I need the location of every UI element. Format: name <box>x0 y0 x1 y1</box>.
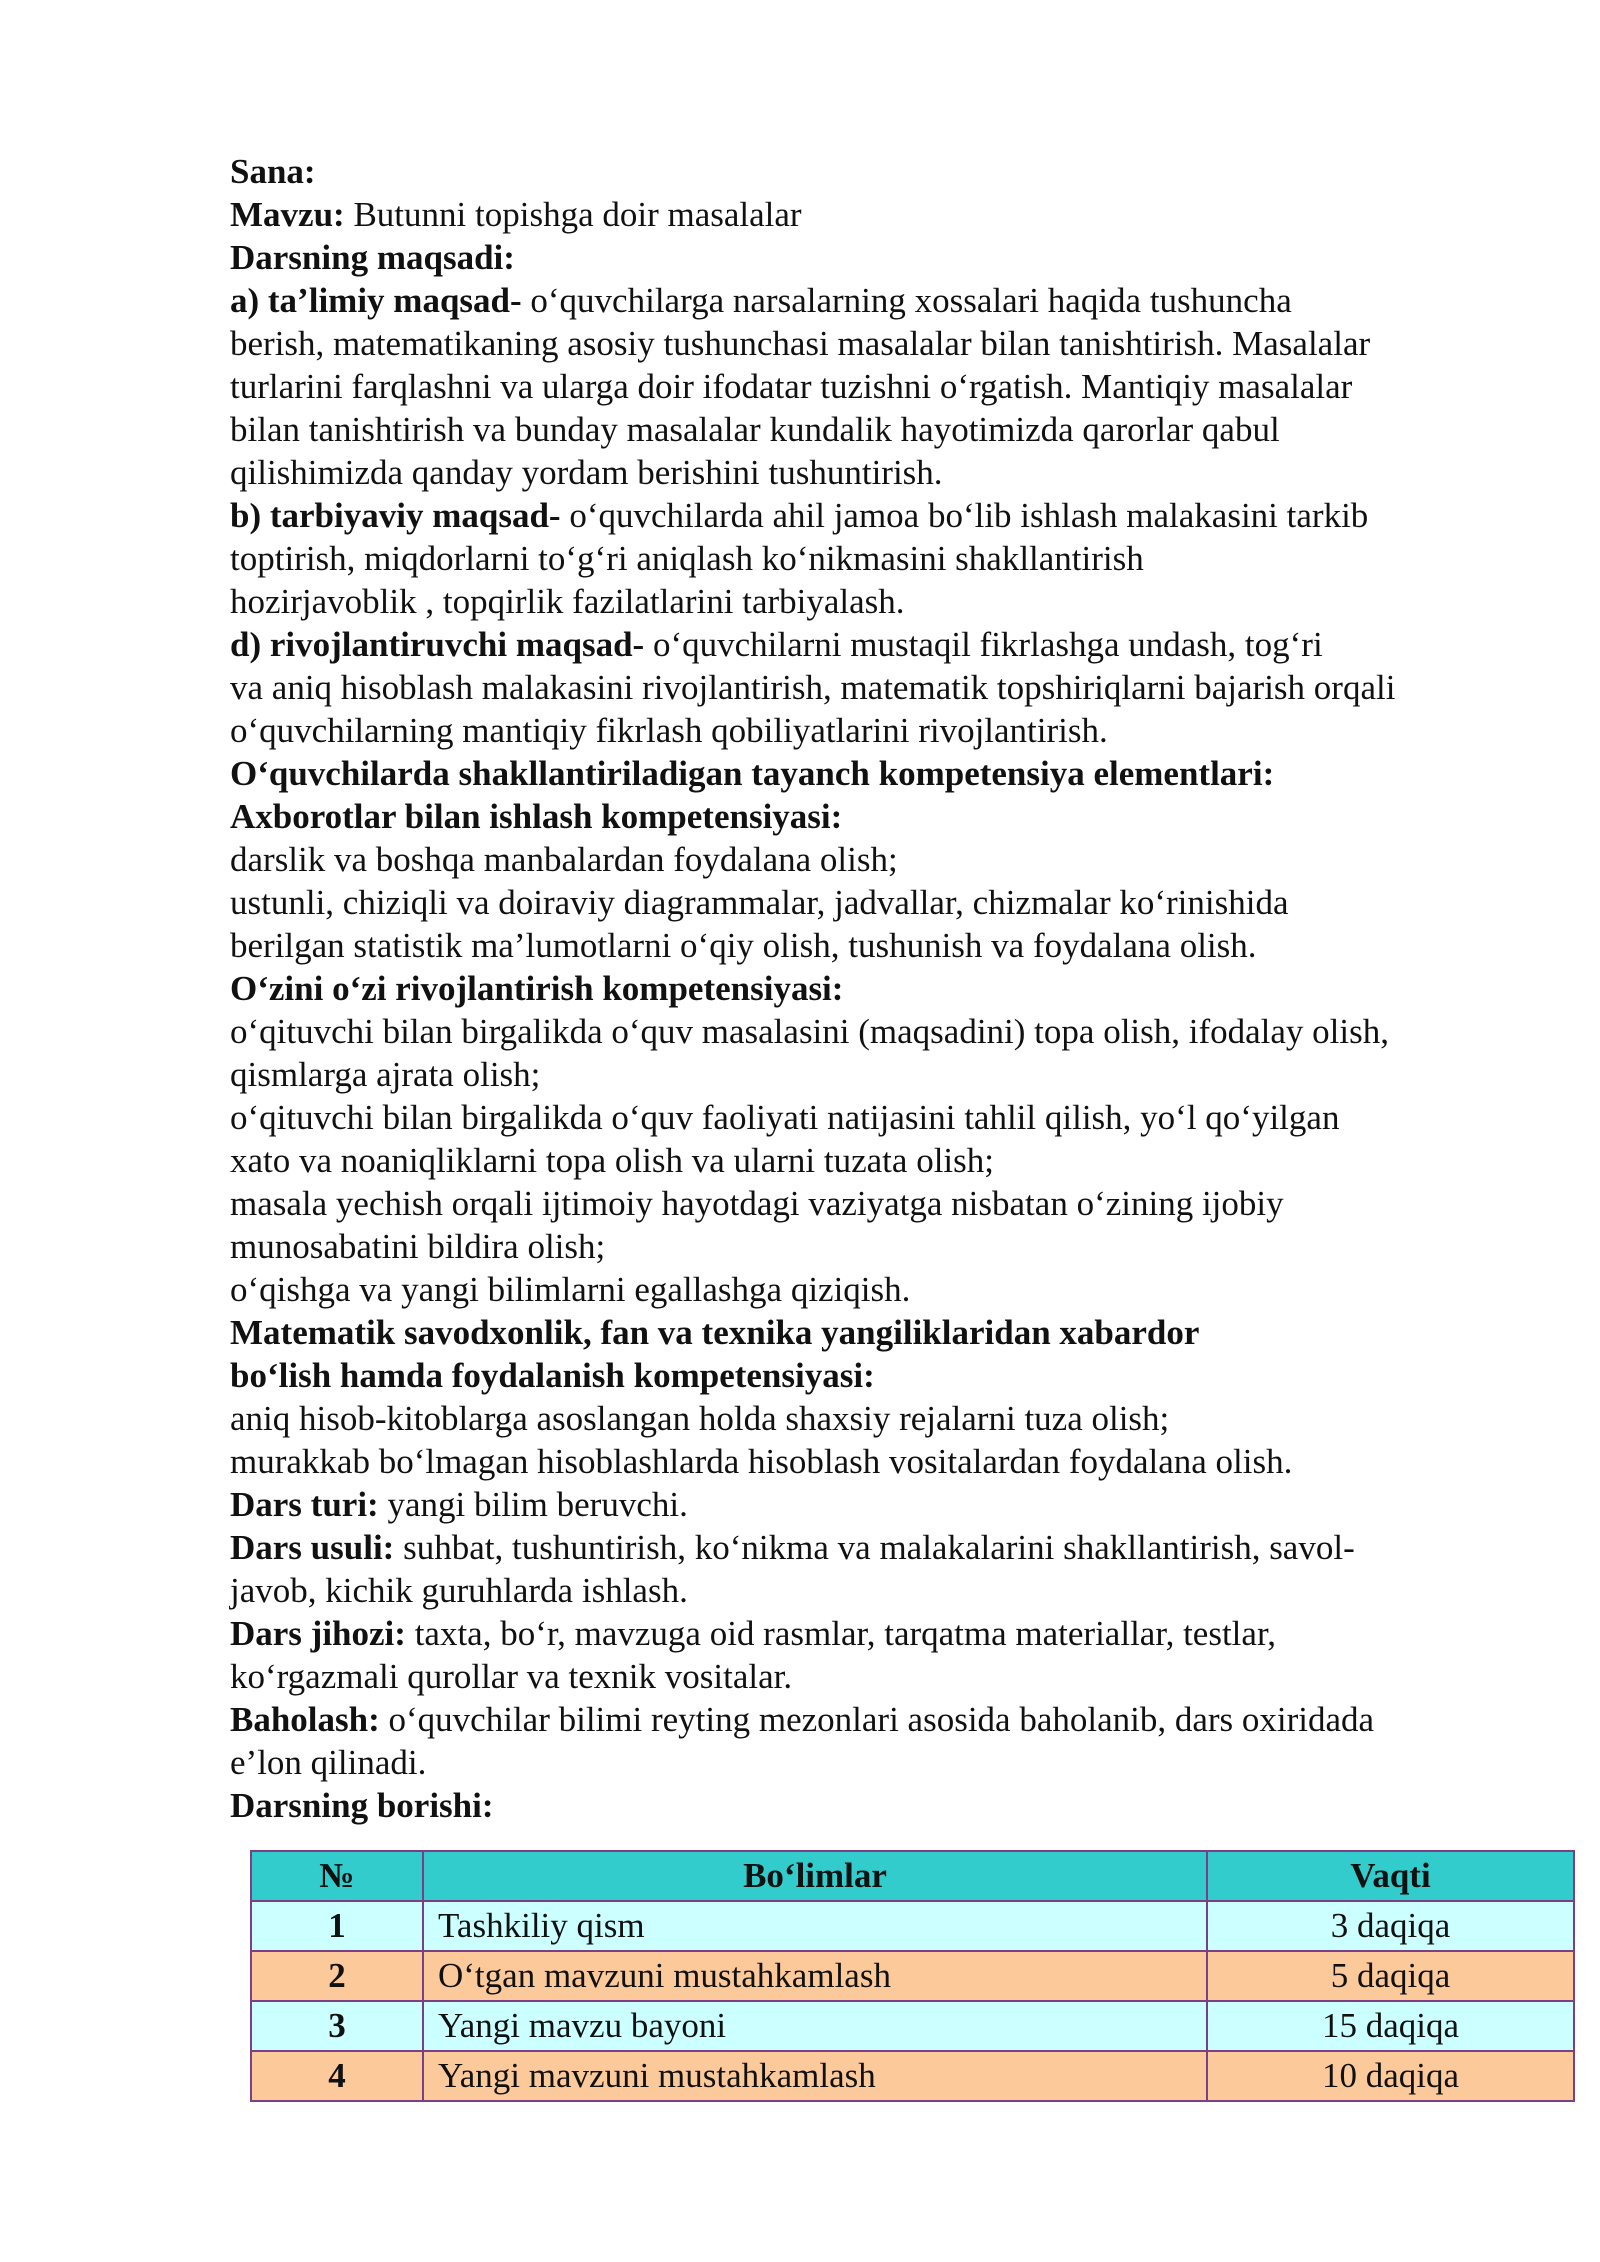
doc-line: turlarini farqlashni va ularga doir ifodatar tuzishni o‘rgatish. Mantiqiy masalalar <box>230 367 1353 406</box>
table-row <box>251 1901 1574 1951</box>
table-row <box>251 1951 1574 2001</box>
table-row <box>251 2001 1574 2051</box>
doc-line: va aniq hisoblash malakasini rivojlantirish, matematik topshiriqlarni bajarish orqali <box>230 668 1396 707</box>
doc-line: a) ta’limiy maqsad- o‘quvchilarga narsalarning xossalari haqida tushuncha <box>230 281 1292 320</box>
row-section: O‘tgan mavzuni mustahkamlash <box>423 1951 1207 2001</box>
doc-line: d) rivojlantiruvchi maqsad- o‘quvchilarni mustaqil fikrlashga undash, tog‘ri <box>230 625 1323 664</box>
lesson-plan-table <box>250 1850 1575 2102</box>
column-header-sections: Bo‘limlar <box>423 1851 1207 1901</box>
row-time: 15 daqiqa <box>1207 2001 1574 2051</box>
doc-line: o‘quvchilarning mantiqiy fikrlash qobiliyatlarini rivojlantirish. <box>230 711 1108 750</box>
doc-line: bilan tanishtirish va bunday masalalar kundalik hayotimizda qarorlar qabul <box>230 410 1280 449</box>
row-section: Yangi mavzuni mustahkamlash <box>423 2051 1207 2101</box>
doc-line: Axborotlar bilan ishlash kompetensiyasi: <box>230 797 843 836</box>
doc-line: o‘qituvchi bilan birgalikda o‘quv faoliyati natijasini tahlil qilish, yo‘l qo‘yilgan <box>230 1098 1340 1137</box>
doc-line: berish, matematikaning asosiy tushunchasi masalalar bilan tanishtirish. Masalalar <box>230 324 1371 363</box>
doc-line: masala yechish orqali ijtimoiy hayotdagi vaziyatga nisbatan o‘zining ijobiy <box>230 1184 1284 1223</box>
row-time: 5 daqiqa <box>1207 1951 1574 2001</box>
doc-line: Mavzu: Butunni topishga doir masalalar <box>230 195 802 234</box>
doc-line: munosabatini bildira olish; <box>230 1227 606 1266</box>
row-number: 1 <box>251 1901 423 1951</box>
doc-line: hozirjavoblik , topqirlik fazilatlarini tarbiyalash. <box>230 582 905 621</box>
table-row <box>251 2051 1574 2101</box>
row-number: 2 <box>251 1951 423 2001</box>
doc-line: darslik va boshqa manbalardan foydalana olish; <box>230 840 898 879</box>
doc-line: Dars turi: yangi bilim beruvchi. <box>230 1485 688 1524</box>
column-header-number: № <box>251 1851 423 1901</box>
doc-line: Sana: <box>230 152 316 191</box>
doc-line: xato va noaniqliklarni topa olish va ularni tuzata olish; <box>230 1141 994 1180</box>
doc-line: Baholash: o‘quvchilar bilimi reyting mezonlari asosida baholanib, dars oxiridada <box>230 1700 1375 1739</box>
row-section: Yangi mavzu bayoni <box>423 2001 1207 2051</box>
doc-line: bo‘lish hamda foydalanish kompetensiyasi: <box>230 1356 875 1395</box>
doc-line: O‘quvchilarda shakllantiriladigan tayanch kompetensiya elementlari: <box>230 754 1275 793</box>
doc-line: toptirish, miqdorlarni to‘g‘ri aniqlash ko‘nikmasini shakllantirish <box>230 539 1144 578</box>
doc-line: Darsning maqsadi: <box>230 238 515 277</box>
doc-line: murakkab bo‘lmagan hisoblashlarda hisoblash vositalardan foydalana olish. <box>230 1442 1293 1481</box>
doc-line: Darsning borishi: <box>230 1786 494 1825</box>
row-section: Tashkiliy qism <box>423 1901 1207 1951</box>
row-time: 3 daqiqa <box>1207 1901 1574 1951</box>
doc-line: berilgan statistik ma’lumotlarni o‘qiy olish, tushunish va foydalana olish. <box>230 926 1257 965</box>
row-number: 3 <box>251 2001 423 2051</box>
doc-line: qismlarga ajrata olish; <box>230 1055 541 1094</box>
doc-line: e’lon qilinadi. <box>230 1743 427 1782</box>
doc-line: b) tarbiyaviy maqsad- o‘quvchilarda ahil jamoa bo‘lib ishlash malakasini tarkib <box>230 496 1369 535</box>
table-header-row <box>251 1851 1574 1901</box>
doc-line: qilishimizda qanday yordam berishini tushuntirish. <box>230 453 943 492</box>
row-time: 10 daqiqa <box>1207 2051 1574 2101</box>
doc-line: javob, kichik guruhlarda ishlash. <box>230 1571 688 1610</box>
doc-line: ustunli, chiziqli va doiraviy diagrammalar, jadvallar, chizmalar ko‘rinishida <box>230 883 1289 922</box>
doc-line: Matematik savodxonlik, fan va texnika yangiliklaridan xabardor <box>230 1313 1200 1352</box>
doc-line: O‘zini o‘zi rivojlantirish kompetensiyasi: <box>230 969 844 1008</box>
doc-line: o‘qituvchi bilan birgalikda o‘quv masalasini (maqsadini) topa olish, ifodalay olish, <box>230 1012 1389 1051</box>
doc-line: Dars usuli: suhbat, tushuntirish, ko‘nikma va malakalarini shakllantirish, savol- <box>230 1528 1355 1567</box>
doc-line: o‘qishga va yangi bilimlarni egallashga qiziqish. <box>230 1270 911 1309</box>
column-header-time: Vaqti <box>1207 1851 1574 1901</box>
doc-line: Dars jihozi: taxta, bo‘r, mavzuga oid rasmlar, tarqatma materiallar, testlar, <box>230 1614 1276 1653</box>
doc-line: aniq hisob-kitoblarga asoslangan holda shaxsiy rejalarni tuza olish; <box>230 1399 1170 1438</box>
row-number: 4 <box>251 2051 423 2101</box>
doc-line: ko‘rgazmali qurollar va texnik vositalar. <box>230 1657 793 1696</box>
